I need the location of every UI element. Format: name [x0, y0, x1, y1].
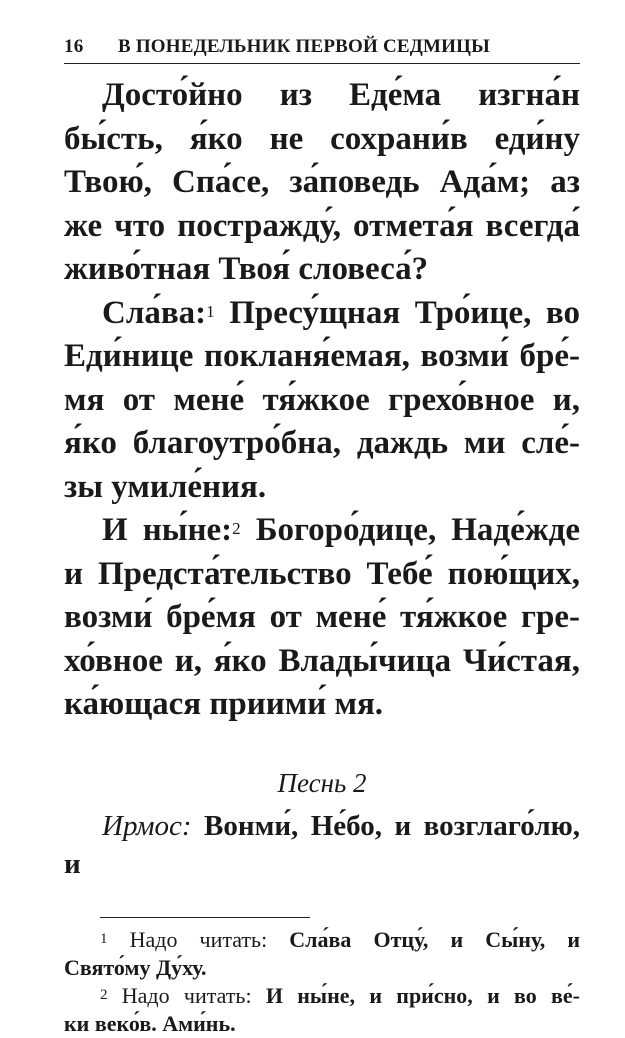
- text-line: зы умиле́ния.: [64, 468, 267, 505]
- verse-label: И ны́не:: [102, 512, 233, 548]
- verse-label: Сла́ва:: [102, 294, 207, 331]
- footnote-1-line-1: [64, 926, 580, 954]
- running-head: [64, 34, 580, 64]
- footnote-mark: 1: [206, 301, 215, 321]
- ode-title: Песнь 2: [277, 767, 367, 798]
- book-page: [64, 34, 580, 1038]
- footnotes: [64, 926, 580, 1038]
- text-line: я́ко благоутро́бна, даждь ми сле́-: [64, 425, 580, 461]
- text-line: хо́вное и, я́ко Влады́чица Чи́стая,: [64, 642, 580, 679]
- text-line: и Предста́тельство Тебе́ пою́щих,: [64, 555, 580, 592]
- text-fragment: Пресу́щная Тро́ице, во: [229, 294, 581, 331]
- text-line: Твою́, Спа́се, за́поведь Ада́м; аз: [64, 164, 580, 200]
- paragraph-2: [64, 292, 580, 510]
- text-line: же что постражду́, отмета́я всегда́: [64, 207, 580, 244]
- text-line: [64, 509, 580, 553]
- footnote-intro: Надо читать:: [129, 926, 290, 952]
- text-line: ка́ющася приими́ мя.: [64, 686, 384, 722]
- irmos-label: Ирмос:: [102, 809, 192, 842]
- irmos-line: [64, 807, 580, 883]
- footnote-1-line-2: Свято́му Ду́ху.: [64, 954, 207, 980]
- text-fragment: Богоро́дице, Наде́жде: [255, 512, 581, 548]
- footnote-2-line-2: ки веко́в. Ами́нь.: [64, 1010, 236, 1036]
- text-line: бы́сть, я́ко не сохрани́в еди́ну: [64, 120, 580, 157]
- text-line: [64, 292, 580, 336]
- footnote-divider: [100, 917, 310, 918]
- text-line: Еди́нице покланя́емая, возми́ бре́-: [64, 338, 580, 374]
- footnote-text: Сла́ва Отцу́, и Сы́ну, и: [289, 926, 580, 952]
- paragraph-3: [64, 509, 580, 727]
- text-line: Досто́йно из Еде́ма изгна́н: [102, 77, 580, 113]
- paragraph-1: [64, 74, 580, 292]
- footnote-number: 1: [100, 930, 108, 947]
- page-number: 16: [64, 36, 84, 57]
- running-head-title: В ПОНЕДЕЛЬНИК ПЕРВОЙ СЕДМИЦЫ: [118, 36, 490, 57]
- footnote-2-line-1: [64, 982, 580, 1010]
- text-line: мя от мене́ тя́жкое грехо́вное и,: [64, 381, 580, 418]
- text-line: живо́тная Твоя́ словеса́?: [64, 251, 429, 287]
- footnote-text: И ны́не, и при́сно, и во ве́-: [265, 982, 580, 1008]
- footnote-intro: Надо читать:: [121, 982, 266, 1008]
- irmos-text: Вонми́, Не́бо, и возглаго́лю, и: [64, 809, 580, 880]
- text-line: возми́ бре́мя от мене́ тя́жкое гре-: [64, 599, 580, 635]
- main-text: [64, 74, 580, 727]
- footnote-number: 2: [100, 986, 108, 1003]
- footnote-mark: 2: [232, 519, 241, 538]
